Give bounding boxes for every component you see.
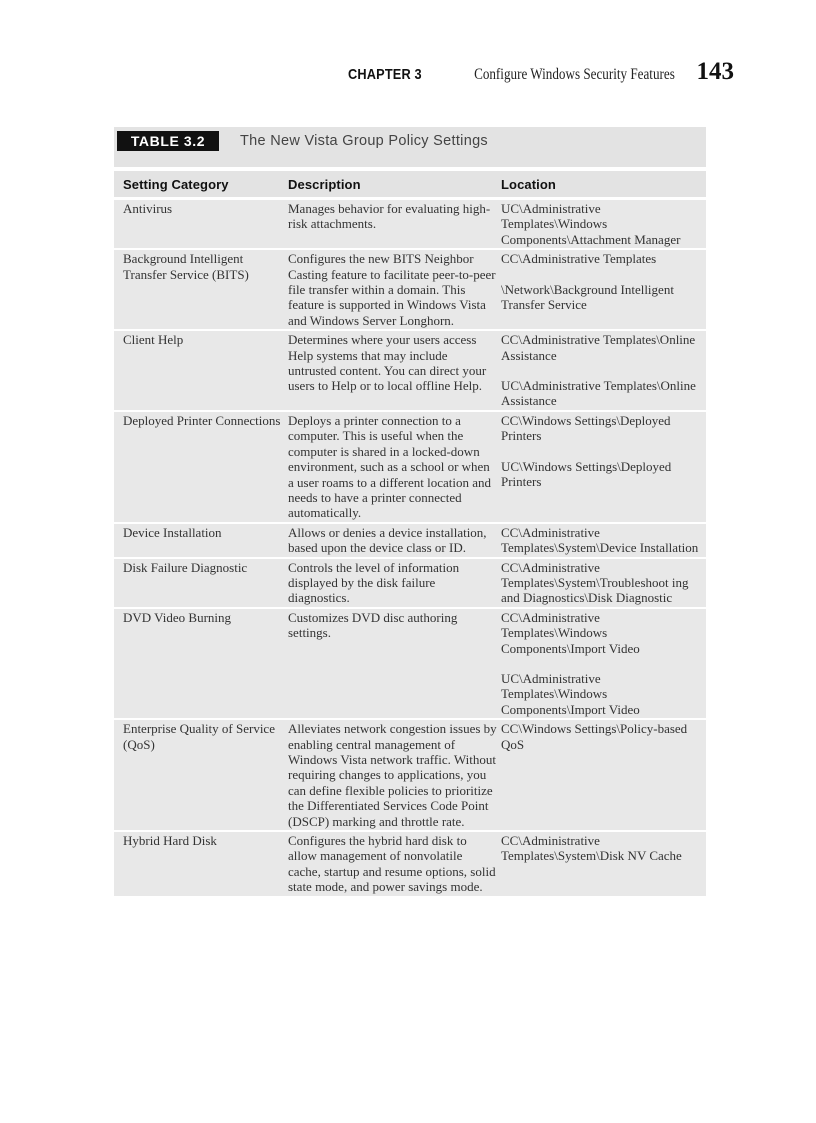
location-path: CC\Windows Settings\Deployed Printers <box>501 412 671 444</box>
table-row <box>114 198 706 248</box>
setting-category-cell: Deployed Printer Connections <box>123 412 281 428</box>
table-badge: TABLE 3.2 <box>117 131 219 151</box>
column-header-description: Description <box>288 176 361 192</box>
location-path: CC\Administrative Templates\System\Disk NV Cache <box>501 833 682 864</box>
location-cell <box>501 200 706 248</box>
location-path: UC\Administrative Templates\Windows Components\Import Video <box>501 670 640 717</box>
setting-category-cell: Antivirus <box>123 201 173 216</box>
description-cell: Alleviates network congestion issues by enabling central management of Windows Vista network traffic. Without requiring changes to applications, you can define flexible policies to prioritize the Differentiated Services Code Point (DSCP) marking and throttle rate. <box>288 721 497 829</box>
table-body <box>114 198 706 896</box>
description-cell: Determines where your users access Help systems that may include untrusted content. You can direct your users to Help or to local offline Help. <box>288 332 487 394</box>
column-header-setting-category: Setting Category <box>123 176 229 192</box>
table-row <box>114 522 706 557</box>
column-header-location: Location <box>501 176 556 192</box>
description-cell: Customizes DVD disc authoring settings. <box>288 609 458 641</box>
table-row <box>114 248 706 329</box>
table-row <box>114 329 706 410</box>
location-path: CC\Administrative Templates\System\Troubleshoot ing and Diagnostics\Disk Diagnostic <box>501 559 689 606</box>
description-cell: Configures the new BITS Neighbor Casting feature to facilitate peer-to-peer file transfer within a domain. This feature is supported in Windows Vista and Windows Server Longhorn. <box>288 251 496 328</box>
location-path: CC\Windows Settings\Policy-based QoS <box>501 721 688 752</box>
setting-category-cell: Disk Failure Diagnostic <box>123 559 248 575</box>
setting-category-cell: Client Help <box>123 332 184 348</box>
description-cell: Controls the level of information displayed by the disk failure diagnostics. <box>288 559 460 606</box>
location-path: CC\Administrative Templates\Online Assistance <box>501 332 696 363</box>
setting-category-cell: Enterprise Quality of Service (QoS) <box>123 721 275 752</box>
location-cell <box>501 720 706 830</box>
chapter-title: Configure Windows Security Features <box>473 66 675 83</box>
location-cell <box>501 832 706 896</box>
table-row <box>114 830 706 896</box>
setting-category-cell: DVD Video Burning <box>123 609 232 625</box>
table-row <box>114 557 706 607</box>
table-row <box>114 607 706 718</box>
location-cell <box>501 412 706 522</box>
table-row <box>114 718 706 830</box>
location-path: CC\Administrative Templates <box>501 251 657 267</box>
setting-category-cell: Device Installation <box>123 524 222 540</box>
description-cell: Allows or denies a device installation, based upon the device class or ID. <box>288 524 487 556</box>
description-cell: Deploys a printer connection to a computer. This is useful when the computer is shared in a locked-down environment, such as a school or when a user roams to a different location and needs to have a printer connected automatically. <box>288 412 491 521</box>
location-cell <box>501 609 706 718</box>
location-path: UC\Windows Settings\Deployed Printers <box>501 458 672 490</box>
location-path: \Network\Background Intelligent Transfer Service <box>501 281 674 313</box>
location-cell <box>501 250 706 329</box>
location-path: UC\Administrative Templates\Windows Components\Attachment Manager <box>501 201 681 247</box>
policy-settings-table <box>114 127 706 896</box>
location-cell <box>501 331 706 410</box>
column-header-row <box>114 171 706 198</box>
description-cell: Configures the hybrid hard disk to allow management of nonvolatile cache, startup and resume options, solid state mode, and power savings mode. <box>288 833 496 895</box>
setting-category-cell: Background Intelligent Transfer Service (BITS) <box>123 251 249 282</box>
table-row <box>114 410 706 522</box>
page-number: 143 <box>696 58 734 85</box>
location-path: CC\Administrative Templates\System\Device Installation <box>501 524 699 556</box>
location-cell <box>501 524 706 557</box>
location-path: UC\Administrative Templates\Online Assistance <box>501 378 696 409</box>
table-caption: The New Vista Group Policy Settings <box>240 133 488 149</box>
description-cell: Manages behavior for evaluating high-risk attachments. <box>288 201 491 232</box>
table-title-bar <box>114 127 706 167</box>
setting-category-cell: Hybrid Hard Disk <box>123 833 217 849</box>
location-path: CC\Administrative Templates\Windows Components\Import Video <box>501 609 640 656</box>
chapter-label: CHAPTER 3 <box>347 66 422 83</box>
running-header <box>335 58 734 86</box>
location-cell <box>501 559 706 607</box>
